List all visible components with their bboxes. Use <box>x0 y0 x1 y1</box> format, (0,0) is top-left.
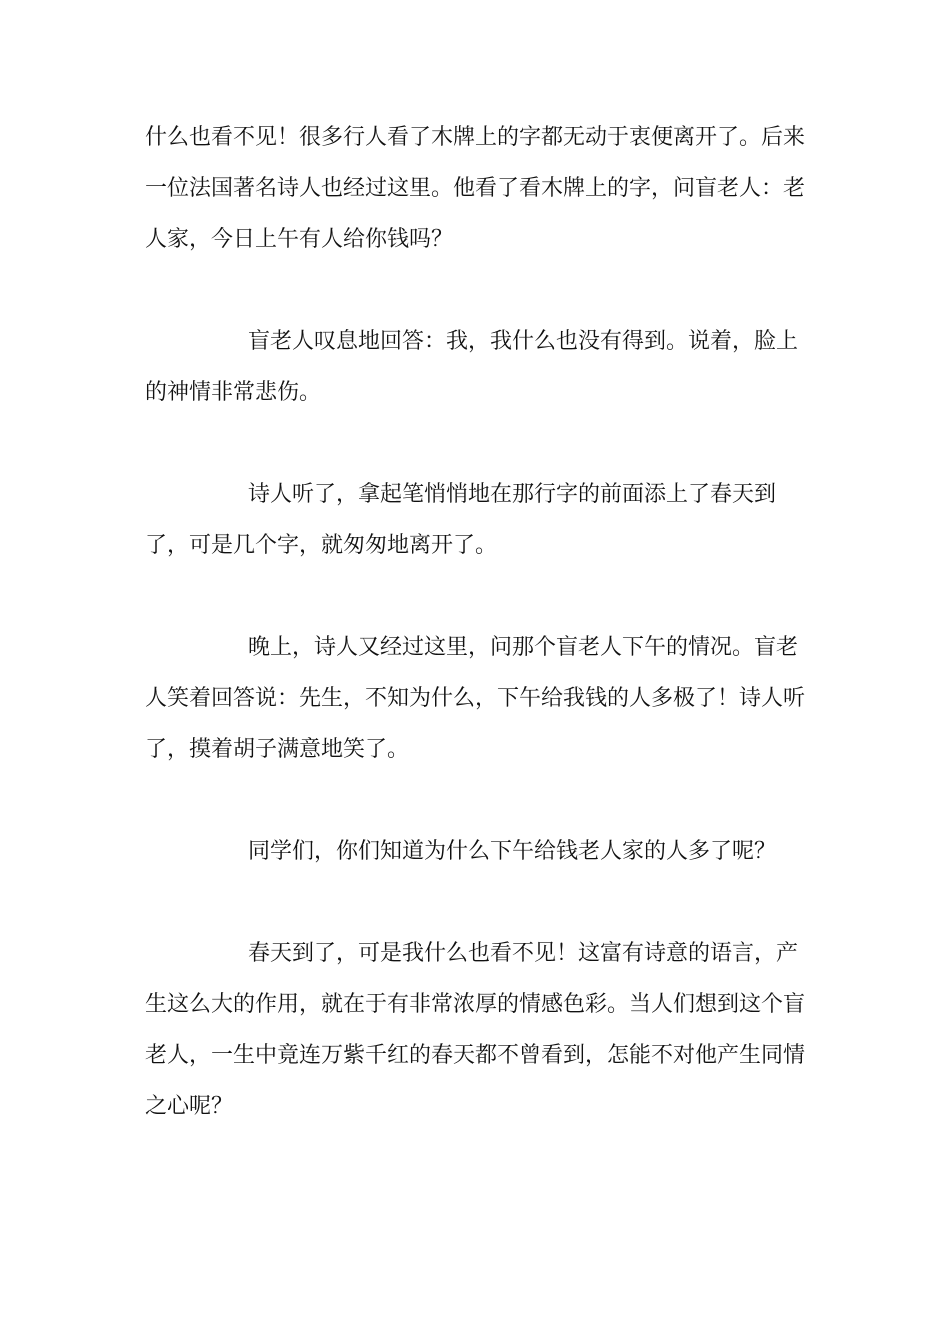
paragraph-5: 同学们，你们知道为什么下午给钱老人家的人多了呢？ <box>248 839 777 864</box>
paragraph-4: 晚上，诗人又经过这里，问那个盲老人下午的情况。盲老人笑着回答说：先生，不知为什么，下午给我钱的人多极了！诗人听了，摸着胡子满意地笑了。 <box>145 635 806 762</box>
paragraph-1: 什么也看不见！很多行人看了木牌上的字都无动于衷便离开了。后来一位法国著名诗人也经过这里。他看了看木牌上的字，问盲老人：老人家，今日上午有人给你钱吗？ <box>145 125 806 252</box>
paragraph-2: 盲老人叹息地回答：我，我什么也没有得到。说着，脸上的神情非常悲伤。 <box>145 329 799 405</box>
document-body <box>145 112 810 1183</box>
paragraph-3: 诗人听了，拿起笔悄悄地在那行字的前面添上了春天到了，可是几个字，就匆匆地离开了。 <box>145 482 777 558</box>
paragraph-6: 春天到了，可是我什么也看不见！这富有诗意的语言，产生这么大的作用，就在于有非常浓厚的情感色彩。当人们想到这个盲老人，一生中竟连万紫千红的春天都不曾看到，怎能不对他产生同情之心呢？ <box>145 941 806 1119</box>
